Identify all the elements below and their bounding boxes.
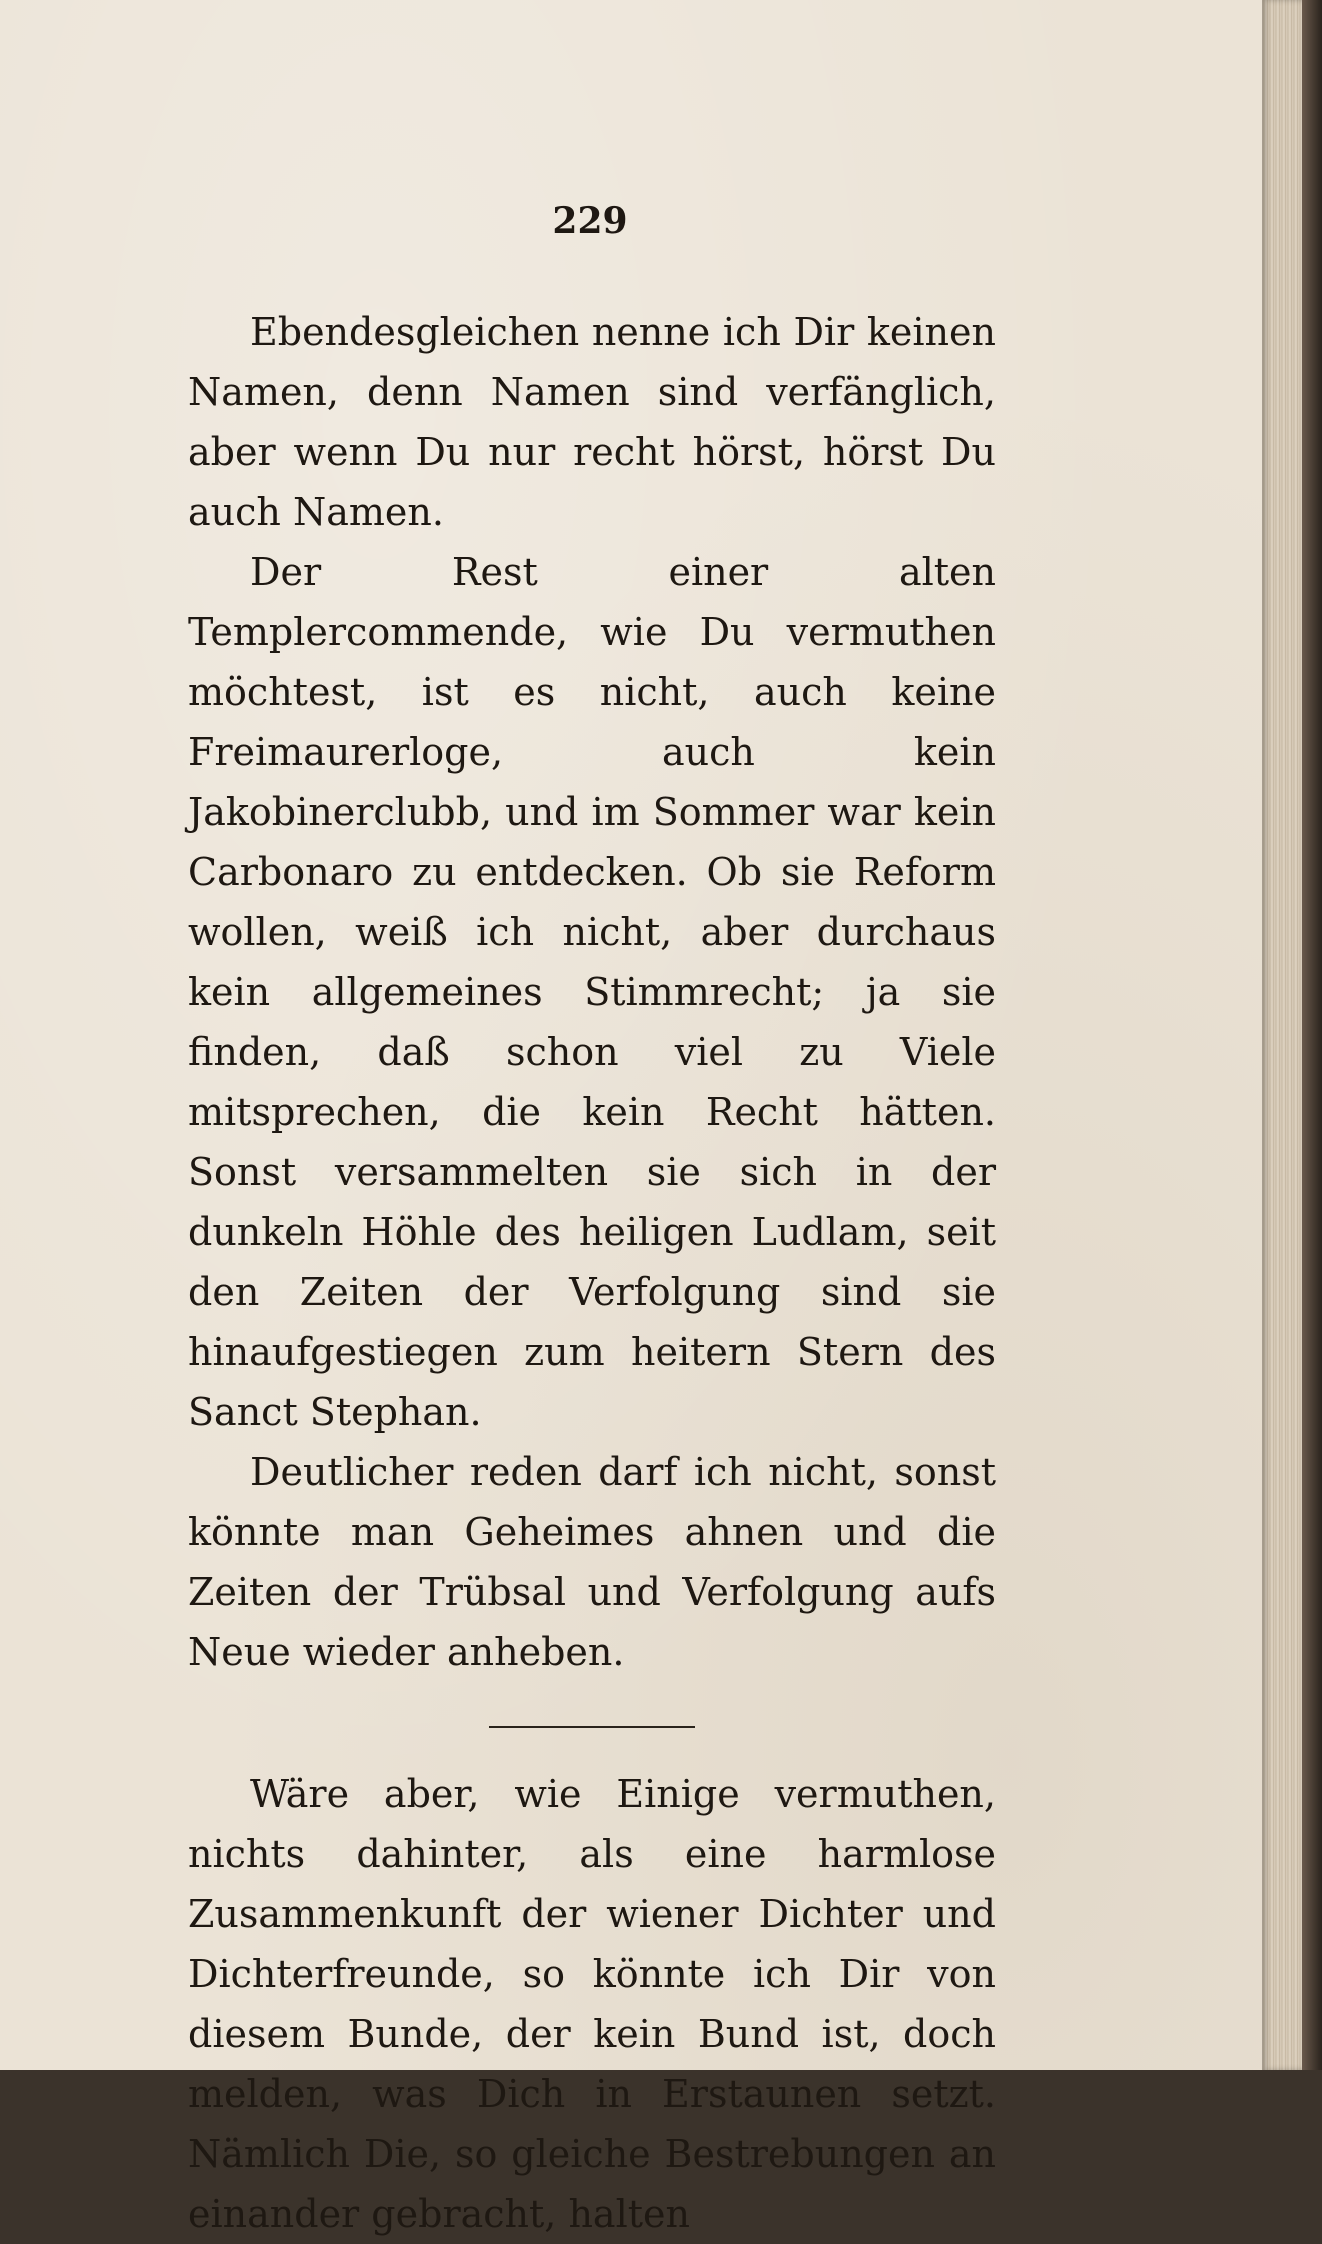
section-divider: [489, 1726, 695, 1728]
page-number: 229: [552, 200, 628, 242]
page-stack-edge: [1262, 0, 1302, 2070]
body-text: [188, 210, 996, 2244]
paragraph-3: Deutlicher reden darf ich nicht, sonst könnte man Geheimes ahnen und die Zeiten der Trübsal und Verfolgung aufs Neue wieder anheben.: [188, 1450, 996, 1674]
paragraph-2: Der Rest einer alten Templercommende, wie Du vermuthen möchtest, ist es nicht, auch keine Freimaurerloge, auch kein Jakobinerclubb, und im Sommer war kein Carbonaro zu entdecken. Ob sie Reform wollen, weiß ich nicht, aber durchaus kein allgemeines Stimmrecht; ja sie finden, daß schon viel zu Viele mitsprechen, die kein Recht hätten. Sonst versammelten sie sich in der dunkeln Höhle des heiligen Ludlam, seit den Zeiten der Verfolgung sind sie hinaufgestiegen zum heitern Stern des Sanct Stephan.: [188, 550, 996, 1434]
book-cover-edge: [1302, 0, 1322, 2070]
paragraph-1: Ebendesgleichen nenne ich Dir keinen Namen, denn Namen sind verfänglich, aber wenn Du nur recht hörst, hörst Du auch Namen.: [188, 310, 996, 534]
paragraph-4: Wäre aber, wie Einige vermuthen, nichts dahinter, als eine harmlose Zusammenkunft der wiener Dichter und Dichterfreunde, so könnte ich Dir von diesem Bunde, der kein Bund ist, doch melden, was Dich in Erstaunen setzt. Nämlich Die, so gleiche Bestrebungen an einander gebracht, halten: [188, 1772, 996, 2236]
